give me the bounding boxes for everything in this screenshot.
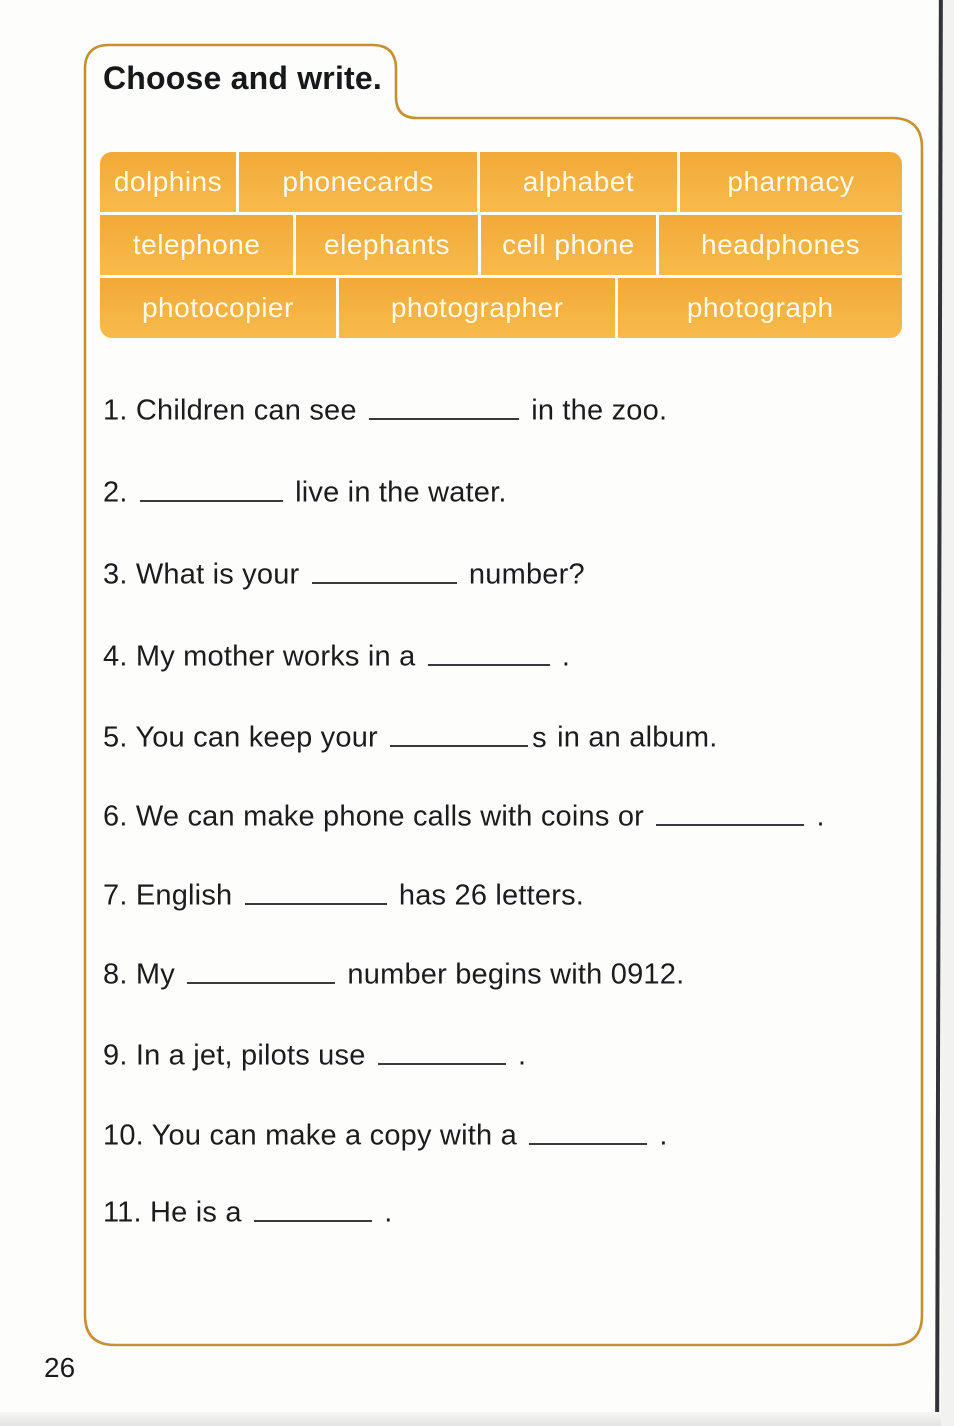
page-title: Choose and write. [103, 60, 382, 96]
question-number: 7. [103, 879, 136, 912]
question-number: 6. [103, 800, 136, 833]
question-number: 1. [103, 394, 136, 427]
question-text-before: English [135, 879, 241, 912]
question-text-after: . [553, 640, 571, 673]
question-number: 3. [103, 558, 136, 591]
question-row [103, 717, 718, 755]
question-text-after: has 26 letters. [390, 879, 585, 912]
question-row [103, 636, 570, 674]
question-number: 2. [103, 476, 136, 509]
blank-suffix: s [532, 721, 547, 754]
page-edge-light [941, 0, 954, 1426]
question-text-after: . [375, 1196, 393, 1229]
question-text-before: In a jet, pilots use [135, 1039, 374, 1072]
word-bank-item[interactable]: dolphins [100, 152, 236, 212]
word-bank-item[interactable]: photocopier [100, 278, 336, 338]
question-number: 11. [103, 1196, 151, 1229]
answer-blank[interactable] [245, 875, 387, 905]
question-text-after: number? [460, 558, 585, 591]
question-text-before: He is a [150, 1196, 250, 1229]
question-text-before: What is your [135, 558, 308, 591]
answer-blank[interactable] [369, 390, 519, 420]
question-number: 4. [103, 640, 136, 673]
question-row [103, 554, 585, 592]
question-text-after: in the zoo. [522, 394, 668, 427]
answer-blank[interactable] [187, 954, 335, 984]
word-bank-item[interactable]: elephants [296, 215, 477, 275]
question-text-after: in an album. [548, 721, 718, 754]
question-text-before: You can keep your [135, 721, 387, 754]
word-bank-item[interactable]: cell phone [481, 215, 656, 275]
word-bank-item[interactable]: phonecards [239, 152, 477, 212]
question-row [103, 472, 507, 510]
question-text-before: We can make phone calls with coins or [135, 800, 653, 833]
answer-blank[interactable] [428, 636, 550, 666]
question-text-before: My mother works in a [135, 640, 424, 673]
word-bank-row [100, 278, 902, 338]
question-number: 10. [103, 1119, 152, 1152]
word-bank-item[interactable]: pharmacy [680, 152, 902, 212]
answer-blank[interactable] [656, 796, 804, 826]
word-bank-item[interactable]: headphones [659, 215, 902, 275]
word-bank-row [100, 152, 902, 212]
question-number: 8. [103, 958, 136, 991]
question-row [103, 1035, 526, 1073]
question-text-after: . [651, 1119, 668, 1152]
answer-blank[interactable] [254, 1192, 372, 1222]
word-bank-item[interactable]: telephone [100, 215, 293, 275]
word-bank-item[interactable]: alphabet [480, 152, 677, 212]
answer-blank[interactable] [390, 717, 528, 747]
page-bottom-shadow [0, 1412, 941, 1426]
question-text-before: Children can see [135, 394, 365, 427]
question-text-after: . [808, 800, 825, 833]
word-bank-item[interactable]: photograph [618, 278, 902, 338]
question-text-after: live in the water. [286, 476, 507, 509]
question-row [103, 390, 667, 428]
question-row [103, 1115, 668, 1153]
page-number: 26 [44, 1352, 76, 1383]
answer-blank[interactable] [378, 1035, 506, 1065]
question-text-after: number begins with 0912. [339, 958, 685, 991]
word-bank-row [100, 215, 902, 275]
question-row [103, 954, 684, 992]
question-number: 5. [103, 721, 136, 754]
question-row [103, 796, 825, 834]
question-text-after: . [509, 1039, 527, 1072]
word-bank [100, 152, 902, 338]
answer-blank[interactable] [529, 1115, 647, 1145]
word-bank-item[interactable]: photographer [339, 278, 616, 338]
question-number: 9. [103, 1039, 136, 1072]
question-row [103, 1192, 392, 1230]
question-row [103, 875, 584, 913]
answer-blank[interactable] [312, 554, 457, 584]
question-text-before: My [135, 958, 184, 991]
question-text-before: You can make a copy with a [151, 1119, 526, 1152]
answer-blank[interactable] [140, 472, 283, 502]
